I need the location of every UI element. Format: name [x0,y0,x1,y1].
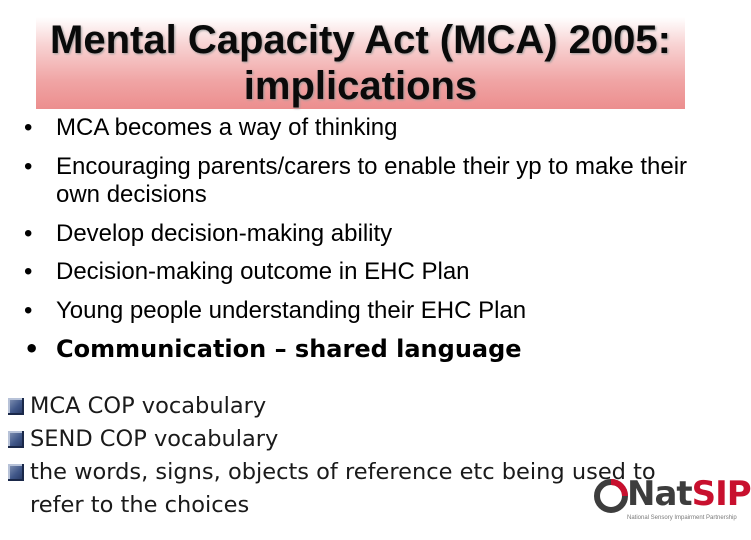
bullet-text: MCA becomes a way of thinking [56,114,398,141]
bullet-dot-icon: • [24,258,33,285]
bullet-item [22,114,702,143]
logo-word-nat: Nat [627,474,692,514]
bullet-dot-icon: • [24,335,40,363]
natsip-logo [593,474,751,532]
sub-bullet-item [8,390,708,423]
logo-wordmark [627,474,751,514]
sub-bullet-item [8,423,708,456]
sub-bullet-text: MCA COP vocabulary [30,393,267,419]
logo-tagline: National Sensory Impairment Partnership [627,515,737,521]
bullet-item [22,297,702,326]
bullet-text: Develop decision-making ability [56,219,393,247]
natsip-swirl-icon [593,478,629,514]
highlight-bullet-text: Communication – shared language [56,335,522,363]
slide-title: Mental Capacity Act (MCA) 2005: implications [50,18,671,108]
square-bullet-icon [8,464,24,481]
bullet-text: Encouraging parents/carers to enable their yp to make their own decisions [56,152,688,208]
bullet-dot-icon: • [24,152,33,180]
bullet-item [22,153,702,210]
bullet-dot-icon: • [24,296,33,324]
bullet-dot-icon: • [24,219,33,247]
sub-bullet-text: the words, signs, objects of reference etc being used to refer to the choices [30,459,656,518]
bullet-item [22,258,702,287]
logo-word-sip: SIP [691,474,751,514]
bullet-item [22,220,702,249]
square-bullet-icon [8,398,24,415]
bullet-list [22,114,702,374]
bullet-dot-icon: • [24,114,33,141]
sub-bullet-text: SEND COP vocabulary [30,426,279,452]
highlight-bullet-item [22,335,702,364]
square-bullet-icon [8,431,24,448]
bullet-text: Young people understanding their EHC Plan [56,296,527,324]
bullet-text: Decision-making outcome in EHC Plan [56,258,470,285]
